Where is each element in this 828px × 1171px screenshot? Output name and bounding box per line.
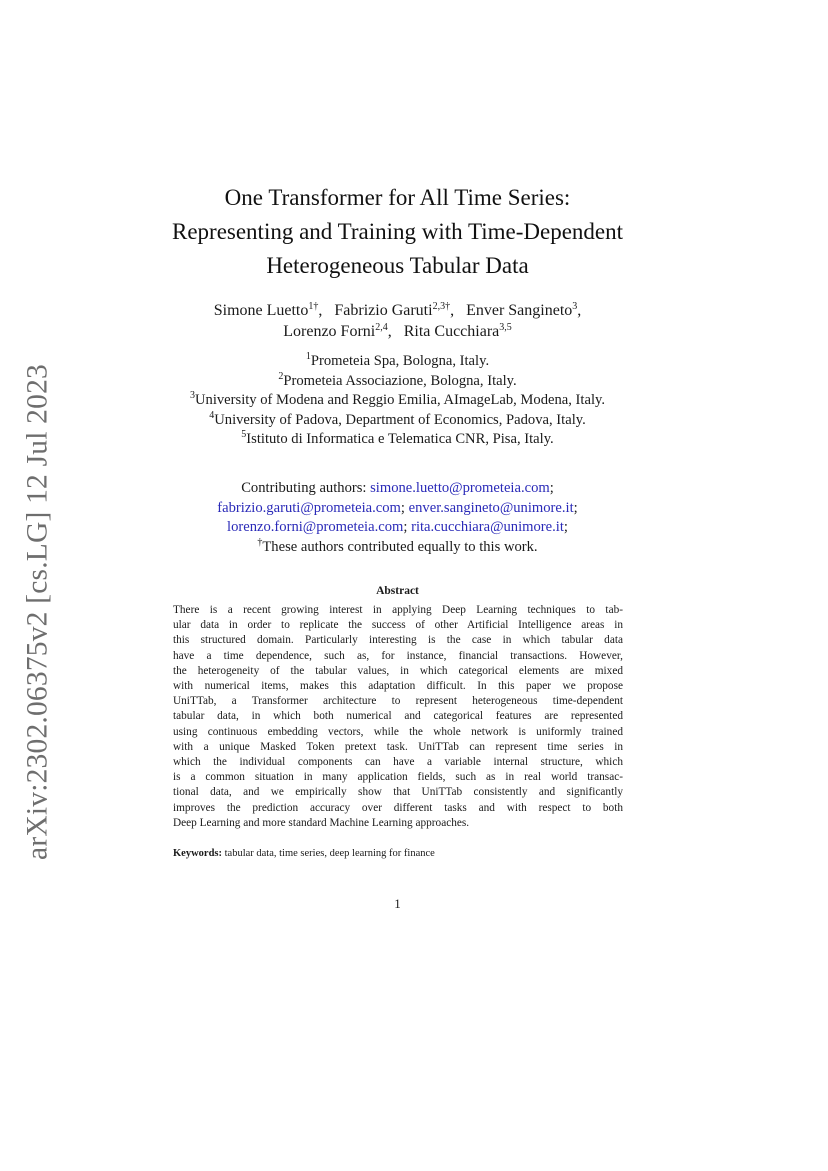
abstract-line: this structured domain. Particularly interesting is the case in which tabular data — [173, 634, 623, 647]
paper-title — [0, 181, 795, 283]
author-line — [0, 300, 795, 321]
contributing-authors — [0, 479, 795, 557]
abstract-line: with a unique Masked Token pretext task. UniTTab can represent time series in — [173, 740, 623, 753]
abstract-line: with numerical items, makes this adaptation difficult. In this paper we propose — [173, 680, 623, 693]
abstract-line: have a time dependence, such as, for instance, financial transactions. However, — [173, 649, 623, 662]
author: Enver Sangineto$^3$, — [466, 301, 582, 319]
abstract-line: ular data in order to replicate the success of other Artificial Intelligence areas in — [173, 619, 623, 632]
affiliation: $^4$University of Padova, Department of Economics, Padova, Italy. — [209, 409, 586, 428]
affiliation: $^5$Istituto di Informatica e Telematica CNR, Pisa, Italy. — [241, 429, 554, 447]
affiliation: $^3$University of Modena and Reggio Emilia, AImageLab, Modena, Italy. — [189, 390, 605, 408]
contrib-line: Contributing authors: simone.luetto@prometeia.com; — [241, 480, 554, 496]
keywords — [173, 848, 633, 859]
author: Fabrizio Garuti$^{2,3\dagger}$, — [334, 301, 455, 319]
title-line: Representing and Training with Time-Dependent — [171, 219, 624, 244]
email-link[interactable]: rita.cucchiara@unimore.it — [411, 519, 564, 535]
equal-contribution-note: †These authors contributed equally to this work. — [257, 536, 538, 555]
keywords-label: Keywords: — [173, 848, 222, 859]
abstract-heading: Abstract — [376, 585, 419, 597]
abstract-line: tabular data, in which both numerical and categorical features are represented — [173, 710, 623, 723]
abstract-line: using continuous embedding vectors, while the whole network is uniformly trained — [173, 725, 623, 738]
email-link[interactable]: lorenzo.forni@prometeia.com — [227, 519, 404, 535]
title-line: Heterogeneous Tabular Data — [266, 253, 529, 278]
arxiv-identifier: arXiv:2302.06375v2 [cs.LG] 12 Jul 2023 — [21, 364, 54, 860]
abstract-body — [173, 603, 623, 831]
email-link[interactable]: fabrizio.garuti@prometeia.com — [217, 499, 401, 516]
author: Rita Cucchiara$^{3,5}$ — [403, 322, 512, 340]
email-link[interactable]: enver.sangineto@unimore.it — [408, 499, 574, 516]
keywords-text: tabular data, time series, deep learning for finance — [224, 848, 435, 859]
abstract-line: UniTTab, a Transformer architecture to represent heterogeneous time-dependent — [173, 695, 623, 708]
page-number: 1 — [394, 896, 401, 911]
contrib-line: fabrizio.garuti@prometeia.com; enver.sangineto@unimore.it; — [217, 499, 578, 516]
abstract-line: Deep Learning and more standard Machine Learning approaches. — [173, 816, 470, 829]
title-line: One Transformer for All Time Series: — [224, 185, 571, 210]
author-list — [0, 300, 795, 342]
abstract-line: There is a recent growing interest in applying Deep Learning techniques to tab- — [173, 604, 623, 616]
author-line — [0, 321, 795, 342]
affiliation: $^1$Prometeia Spa, Bologna, Italy. — [305, 351, 490, 369]
email-link[interactable]: simone.luetto@prometeia.com — [370, 480, 550, 496]
abstract-line: is a common situation in many application fields, such as in real world transac- — [173, 771, 623, 784]
author: Simone Luetto$^{1\dagger}$, — [213, 301, 323, 319]
abstract-line: tional data, and we empirically show that UniTTab consistently and significantly — [173, 786, 623, 799]
author: Lorenzo Forni$^{2,4}$, — [283, 322, 392, 340]
abstract-line: which the individual components can have a variable internal structure, which — [173, 756, 623, 769]
contrib-label: Contributing authors: — [241, 480, 367, 496]
abstract-line: the heterogeneity of the tabular values, in which categorical elements are mixed — [173, 664, 623, 677]
affiliation-list — [0, 352, 795, 450]
contrib-line: lorenzo.forni@prometeia.com; rita.cucchiara@unimore.it; — [227, 519, 568, 535]
abstract-line: improves the prediction accuracy over different tasks and with respect to both — [173, 801, 623, 814]
affiliation: $^2$Prometeia Associazione, Bologna, Italy. — [278, 370, 517, 389]
